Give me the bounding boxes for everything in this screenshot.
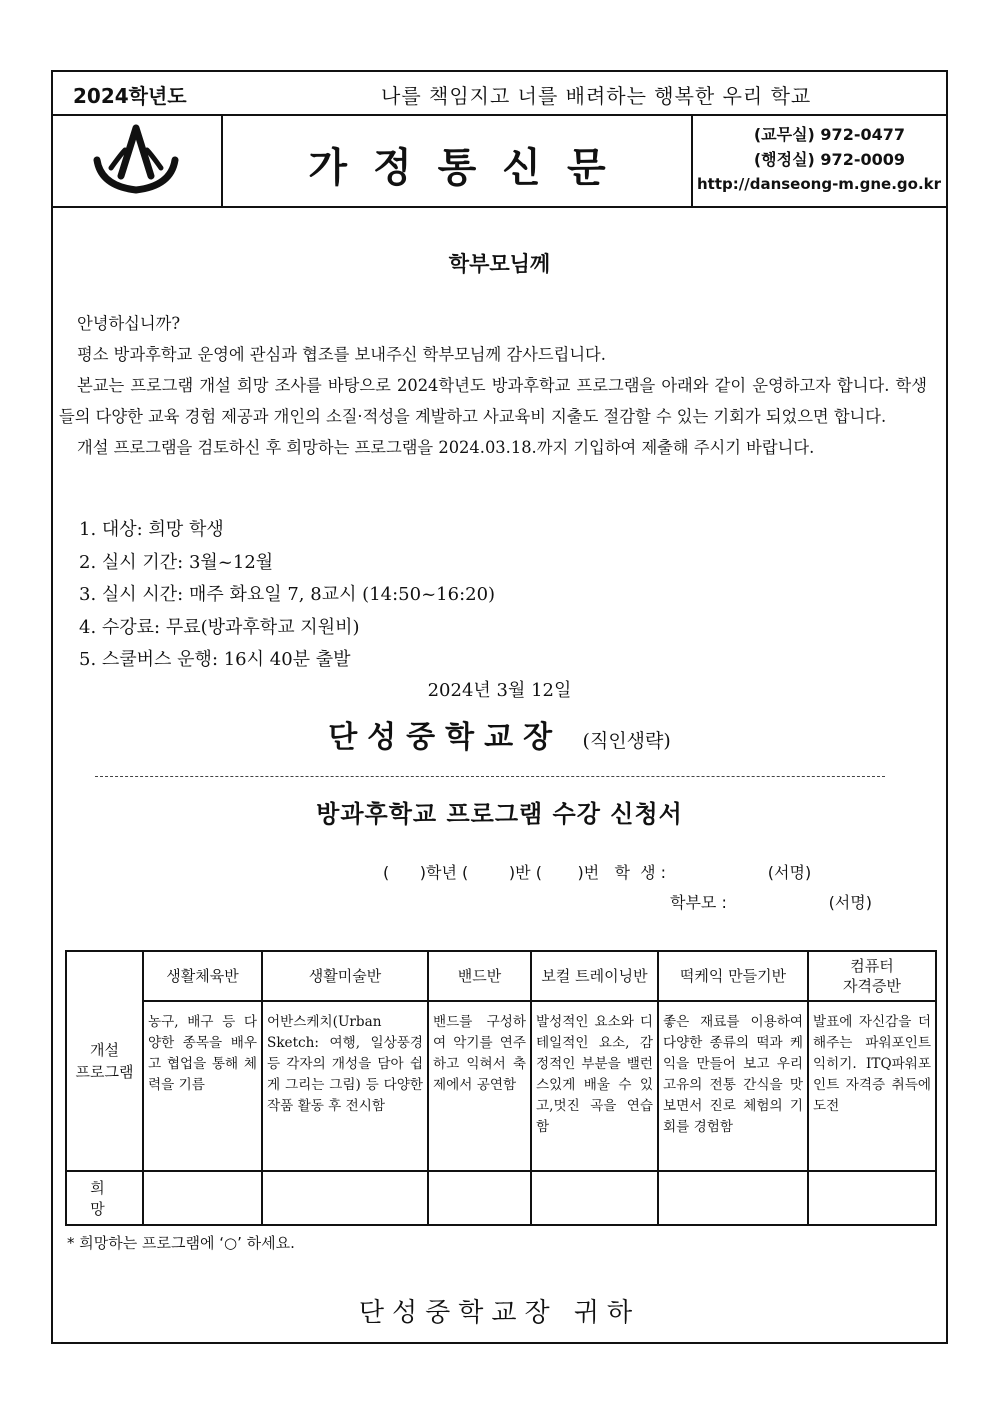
letter-date: 2024년 3월 12일 xyxy=(427,680,572,701)
info-list xyxy=(79,514,495,677)
letter-body xyxy=(59,308,927,463)
title-cell xyxy=(223,116,693,206)
addressee: 단성중학교장 귀하 xyxy=(358,1298,641,1328)
info-item: 3. 실시 시간: 매주 화요일 7, 8교시 (14:50~16:20) xyxy=(79,584,496,605)
program-name: 보컬 트레이닝반 xyxy=(531,951,658,1001)
header-top-row xyxy=(53,72,946,116)
program-description: 밴드를 구성하여 악기를 연주하고 익혀서 축제에서 공연함 xyxy=(428,1001,531,1171)
letter-paragraph: 안녕하십니까? xyxy=(77,314,181,333)
notice-frame xyxy=(51,70,948,1344)
header-main-row xyxy=(53,116,946,208)
school-logo-icon xyxy=(91,124,181,200)
info-item: 4. 수강료: 무료(방과후학교 지원비) xyxy=(79,616,360,638)
program-description: 좋은 재료를 이용하여 다양한 종류의 떡과 케익을 만들어 보고 우리 고유의 전통 간식을 맛보면서 진로 체험의 기회를 경험함 xyxy=(658,1001,808,1171)
info-item: 2. 실시 기간: 3월~12월 xyxy=(79,551,274,573)
hope-checkbox-cell[interactable] xyxy=(808,1171,936,1225)
cut-line xyxy=(95,776,885,777)
program-description: 발성적인 요소와 디테일적인 요소, 감정적인 부분을 밸런스있게 배울 수 있고,멋진 곡을 연습함 xyxy=(531,1001,658,1171)
logo-cell xyxy=(53,116,223,206)
letter-paragraph: 개설 프로그램을 검토하신 후 희망하는 프로그램을 2024.03.18.까지 기입하여 제출해 주시기 바랍니다. xyxy=(77,438,815,457)
info-item: 1. 대상: 희망 학생 xyxy=(79,519,224,540)
seal-omitted-note: (직인생략) xyxy=(582,730,671,752)
contact-info xyxy=(697,122,949,197)
program-name: 밴드반 xyxy=(428,951,531,1001)
program-description: 어반스케치(Urban Sketch: 여행, 일상풍경 등 각자의 개성을 담아 쉽게 그리는 그림) 등 다양한 작품 활동 후 전시함 xyxy=(262,1001,428,1171)
contact-line-2: (행정실) 972-0009 xyxy=(753,150,905,169)
parent-sign-line[interactable]: 학부모 : (서명) xyxy=(670,893,872,912)
info-item: 5. 스쿨버스 운행: 16시 40분 출발 xyxy=(79,649,351,670)
program-description: 농구, 배구 등 다양한 종목을 배우고 협업을 통해 체력을 기름 xyxy=(143,1001,262,1171)
hope-checkbox-cell[interactable] xyxy=(658,1171,808,1225)
hope-row-label: 희 망 xyxy=(66,1171,143,1225)
program-name: 컴퓨터 자격증반 xyxy=(808,951,936,1001)
letter-paragraph: 평소 방과후학교 운영에 관심과 협조를 보내주신 학부모님께 감사드립니다. xyxy=(77,345,606,364)
program-name: 생활체육반 xyxy=(143,951,262,1001)
greeting-title: 학부모님께 xyxy=(448,252,551,276)
hope-checkbox-cell[interactable] xyxy=(531,1171,658,1225)
program-table xyxy=(65,950,937,1226)
program-name: 생활미술반 xyxy=(262,951,428,1001)
form-note: * 희망하는 프로그램에 ‘○’ 하세요. xyxy=(67,1234,295,1252)
principal-name: 단성중학교장 xyxy=(328,720,563,755)
program-name: 떡케익 만들기반 xyxy=(658,951,808,1001)
hope-checkbox-cell[interactable] xyxy=(143,1171,262,1225)
form-title: 방과후학교 프로그램 수강 신청서 xyxy=(316,799,683,828)
row-header-programs: 개설 프로그램 xyxy=(66,951,143,1171)
student-info-line[interactable]: ( )학년 ( )반 ( )번 학 생 : (서명) xyxy=(383,863,812,882)
notice-title: 가정통신문 xyxy=(308,145,632,191)
school-motto: 나를 책임지고 너를 배려하는 행복한 우리 학교 xyxy=(381,84,812,108)
hope-checkbox-cell[interactable] xyxy=(428,1171,531,1225)
letter-paragraph: 본교는 프로그램 개설 희망 조사를 바탕으로 2024학년도 방과후학교 프로그램을 아래와 같이 운영하고자 합니다. 학생들의 다양한 교육 경험 제공과 개인의 소질·적성을 계발하고 사교육비 지출도 절감할 수 있는 기회가 되었으면 합니다. xyxy=(59,376,927,426)
program-description: 발표에 자신감을 더해주는 파워포인트 익히기. ITQ파워포인트 자격증 취득에 도전 xyxy=(808,1001,936,1171)
hope-checkbox-cell[interactable] xyxy=(262,1171,428,1225)
contact-url[interactable]: http://danseong-m.gne.go.kr xyxy=(697,175,942,193)
contact-line-1: (교무실) 972-0477 xyxy=(753,125,905,144)
principal-signature xyxy=(53,712,946,756)
school-year: 2024학년도 xyxy=(73,84,187,108)
